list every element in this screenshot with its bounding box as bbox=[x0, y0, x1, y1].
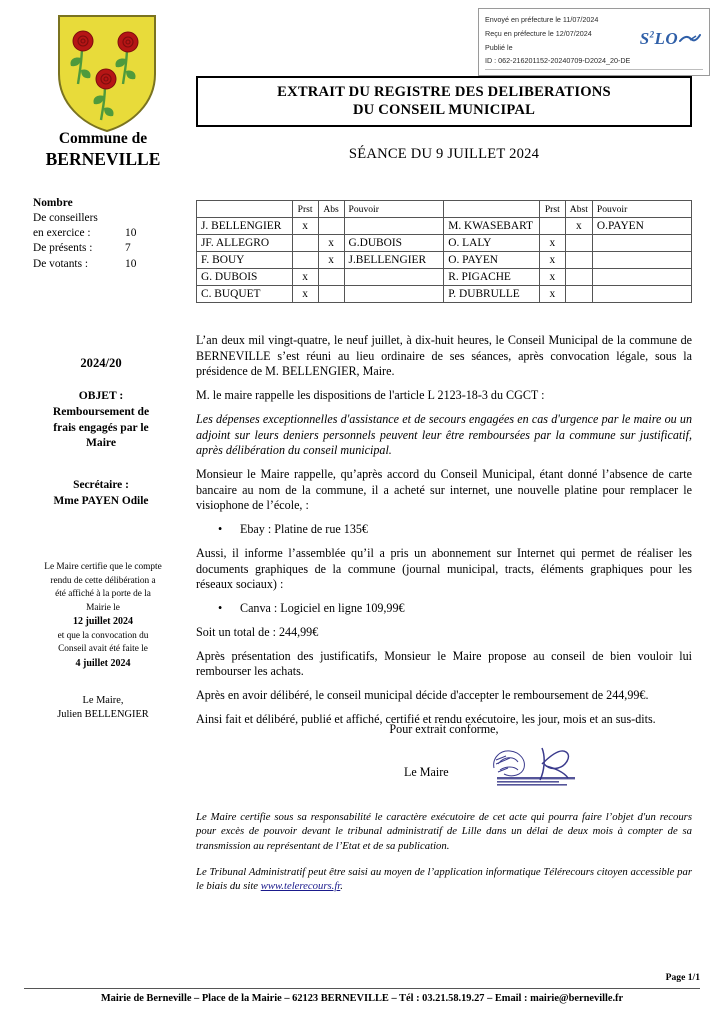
attendance-table bbox=[196, 200, 692, 303]
council-count-block bbox=[33, 196, 193, 272]
affichage-line5: et que la convocation du bbox=[57, 630, 149, 641]
coat-of-arms-icon bbox=[55, 12, 159, 134]
pour-extrait-conforme: Pour extrait conforme, bbox=[389, 722, 499, 736]
objet-line3: Maire bbox=[85, 436, 117, 450]
councillor-absent bbox=[565, 235, 592, 252]
secretary-block bbox=[18, 478, 184, 509]
councillor-absent bbox=[565, 286, 592, 303]
councillor-name: G. DUBOIS bbox=[197, 269, 293, 286]
commune-title bbox=[8, 130, 198, 170]
affichage-line2: rendu de cette délibération a bbox=[50, 575, 156, 586]
s2lo-swoosh-icon bbox=[679, 30, 701, 50]
councillor-proxy bbox=[344, 269, 444, 286]
attendance-header-pouvoir: Pouvoir bbox=[344, 201, 444, 218]
attendance-header-name bbox=[197, 201, 293, 218]
prefecture-id-line: ID : 062-216201152-20240709-D2024_20-DE bbox=[485, 54, 703, 70]
body-decision-paragraph: Après en avoir délibéré, le conseil municipal décide d'accepter le remboursement de 244,99€. bbox=[196, 687, 649, 702]
councillor-proxy: G.DUBOIS bbox=[344, 235, 444, 252]
purchase-list-canva bbox=[196, 601, 692, 617]
councillor-absent bbox=[565, 269, 592, 286]
council-count-value: 10 bbox=[125, 257, 137, 270]
affichage-line1: Le Maire certifie que le compte bbox=[44, 562, 162, 572]
councillor-name: C. BUQUET bbox=[197, 286, 293, 303]
sidebar-signature-line1: Le Maire, bbox=[82, 695, 124, 706]
attendance-header-name-2 bbox=[444, 201, 540, 218]
councillor-present: x bbox=[539, 252, 565, 269]
councillor-proxy bbox=[592, 252, 691, 269]
council-count-row bbox=[33, 241, 193, 256]
affichage-certification-block bbox=[20, 561, 186, 672]
councillor-absent bbox=[318, 286, 344, 303]
sidebar-mayor-signature bbox=[20, 694, 186, 722]
table-row bbox=[197, 218, 692, 235]
council-count-heading: Nombre bbox=[33, 197, 73, 209]
deliberation-reference: 2024/20 bbox=[80, 356, 122, 370]
affichage-line6: Conseil avait été faite le bbox=[58, 644, 148, 655]
councillor-proxy: J.BELLENGIER bbox=[344, 252, 444, 269]
body-total-amount: Soit un total de : 244,99€ bbox=[196, 624, 319, 639]
councillor-name: J. BELLENGIER bbox=[197, 218, 293, 235]
council-count-row bbox=[33, 257, 193, 272]
councillor-proxy: O.PAYEN bbox=[592, 218, 691, 235]
objet-block bbox=[18, 388, 184, 451]
councillor-absent bbox=[565, 252, 592, 269]
council-count-label: De votants : bbox=[33, 257, 89, 270]
table-row bbox=[197, 252, 692, 269]
body-purchase-paragraph: Monsieur le Maire rappelle, qu’après accord du Conseil Municipal, étant donné l’absence de carte bancaire au nom de la commune, il a acheté sur internet, une nouvelle platine pour remplacer le visiophone de l’école, : bbox=[196, 467, 692, 513]
councillor-name: P. DUBRULLE bbox=[444, 286, 540, 303]
body-proposal-paragraph: Après présentation des justificatifs, Monsieur le Maire propose au conseil de bien vouloir lui rembourser les achats. bbox=[196, 648, 692, 679]
attendance-header-row bbox=[197, 201, 692, 218]
affichage-line4: Mairie le bbox=[86, 602, 120, 613]
commune-title-line2: BERNEVILLE bbox=[45, 148, 161, 169]
legal-notice-paragraph-2 bbox=[196, 865, 692, 894]
attendance-header-prst: Prst bbox=[292, 201, 318, 218]
legal-notice-paragraph-1: Le Maire certifie sous sa responsabilité le caractère exécutoire de cet acte qui pourra faire l’objet d'un recours pour excès de pouvoir devant le tribunal administratif de Lille dans un délai de deux mois à compter de sa transmission au représentant de l’Etat et de sa publication. bbox=[196, 811, 692, 852]
council-count-subheading: De conseillers bbox=[33, 212, 98, 225]
councillor-proxy bbox=[344, 286, 444, 303]
councillor-name: O. PAYEN bbox=[444, 252, 540, 269]
table-row bbox=[197, 286, 692, 303]
list-item: • Ebay : Platine de rue 135€ bbox=[240, 522, 692, 538]
affichage-date: 12 juillet 2024 bbox=[73, 616, 133, 628]
councillor-present: x bbox=[539, 235, 565, 252]
deliberation-body bbox=[196, 333, 692, 735]
body-article-reference: M. le maire rappelle les dispositions de l'article L 2123-18-3 du CGCT : bbox=[196, 388, 545, 403]
council-count-value: 10 bbox=[125, 227, 137, 240]
sidebar-signature-line2: Julien BELLENGIER bbox=[57, 708, 149, 720]
body-opening-paragraph: L’an deux mil vingt-quatre, le neuf juillet, à dix-huit heures, le Conseil Municipal de la commune de BERNEVILLE s’est réuni au lieu ordinaire de ses séances, après convocation légale, sous la présidence de M. BELLENGIER, Maire. bbox=[196, 333, 692, 379]
council-count-row bbox=[33, 226, 193, 241]
councillor-present bbox=[292, 252, 318, 269]
councillor-present: x bbox=[292, 269, 318, 286]
councillor-present: x bbox=[539, 286, 565, 303]
document-title-line2: DU CONSEIL MUNICIPAL bbox=[352, 102, 536, 119]
council-count-label: en exercice : bbox=[33, 227, 91, 240]
affichage-line3: été affiché à la porte de la bbox=[55, 589, 151, 600]
attendance-header-pouvoir-2: Pouvoir bbox=[592, 201, 691, 218]
councillor-absent: x bbox=[318, 252, 344, 269]
list-item: • Canva : Logiciel en ligne 109,99€ bbox=[240, 601, 692, 617]
attendance-header-abst-2: Abst bbox=[565, 201, 592, 218]
attendance-header-prst-2: Prst bbox=[539, 201, 565, 218]
councillor-proxy bbox=[592, 235, 691, 252]
councillor-absent: x bbox=[565, 218, 592, 235]
footer-address: Mairie de Berneville – Place de la Mairie – 62123 BERNEVILLE – Tél : 03.21.58.19.27 – Email : mairie@berneville.fr bbox=[100, 993, 624, 1004]
councillor-name: M. KWASEBART bbox=[444, 218, 540, 235]
s2lo-logo-rest: LO bbox=[654, 29, 678, 48]
councillor-absent bbox=[318, 269, 344, 286]
attendance-header-abs: Abs bbox=[318, 201, 344, 218]
councillor-present bbox=[292, 235, 318, 252]
secretary-name: Mme PAYEN Odile bbox=[53, 494, 149, 507]
council-count-value: 7 bbox=[125, 242, 131, 255]
purchase-list-ebay bbox=[196, 522, 692, 538]
document-title-box bbox=[196, 76, 692, 127]
councillor-proxy bbox=[344, 218, 444, 235]
prefecture-sent-line: Envoyé en préfecture le 11/07/2024 bbox=[485, 15, 599, 24]
prefecture-stamp-box bbox=[478, 8, 710, 76]
page-number: Page 1/1 bbox=[665, 972, 700, 983]
objet-line2: frais engagés par le bbox=[53, 420, 149, 434]
footer-divider bbox=[24, 988, 700, 989]
councillor-absent bbox=[318, 218, 344, 235]
s2lo-logo-text: S bbox=[639, 29, 650, 48]
telerecours-link[interactable]: www.telerecours.fr bbox=[260, 880, 341, 893]
session-date-heading: SÉANCE DU 9 JUILLET 2024 bbox=[348, 146, 540, 162]
legal-notice-text-post: . bbox=[340, 880, 343, 893]
councillor-proxy bbox=[592, 286, 691, 303]
document-title-line1: EXTRAIT DU REGISTRE DES DELIBERATIONS bbox=[277, 84, 611, 100]
objet-line1: Remboursement de bbox=[52, 404, 150, 418]
councillor-name: R. PIGACHE bbox=[444, 269, 540, 286]
table-row bbox=[197, 269, 692, 286]
body-legal-quote: Les dépenses exceptionnelles d'assistance et de secours engagées en cas d'urgence par le maire ou un adjoint sur leurs deniers personnels peuvent leur être remboursées par la commune sur justificatif, après délibération du conseil municipal. bbox=[196, 411, 692, 458]
body-subscription-paragraph: Aussi, il informe l’assemblée qu’il a pris un abonnement sur Internet qui permet de réaliser les documents graphiques de la commune (journal municipal, tracts, éléments graphiques pour les réseaux sociaux) : bbox=[196, 545, 692, 592]
mayor-signature-stamp bbox=[484, 742, 588, 792]
legal-notice-text-pre: Le Tribunal Administratif peut être saisi au moyen de l’application informatique Télérecours citoyen accessible par le biais du site bbox=[196, 865, 692, 893]
s2lo-logo bbox=[640, 29, 701, 50]
commune-title-line1: Commune de bbox=[58, 130, 148, 147]
councillor-absent: x bbox=[318, 235, 344, 252]
councillor-proxy bbox=[592, 269, 691, 286]
councillor-name: F. BOUY bbox=[197, 252, 293, 269]
councillor-present: x bbox=[292, 218, 318, 235]
legal-notice-block bbox=[196, 810, 692, 906]
le-maire-label: Le Maire bbox=[404, 765, 449, 779]
body-closing-paragraph: Ainsi fait et délibéré, publié et affiché, certifié et rendu exécutoire, les jour, mois et an sus-dits. bbox=[196, 711, 656, 726]
convocation-date: 4 juillet 2024 bbox=[75, 657, 131, 669]
objet-label: OBJET : bbox=[78, 389, 124, 402]
councillor-present: x bbox=[292, 286, 318, 303]
prefecture-published-line: Publié le bbox=[485, 42, 513, 52]
table-row bbox=[197, 235, 692, 252]
council-count-label: De présents : bbox=[33, 242, 93, 255]
prefecture-received-line: Reçu en préfecture le 12/07/2024 bbox=[485, 28, 592, 38]
councillor-present: x bbox=[539, 269, 565, 286]
councillor-name: O. LALY bbox=[444, 235, 540, 252]
s2lo-logo-sup: 2 bbox=[649, 29, 655, 40]
councillor-name: JF. ALLEGRO bbox=[197, 235, 293, 252]
secretary-label: Secrétaire : bbox=[73, 479, 129, 491]
councillor-present bbox=[539, 218, 565, 235]
